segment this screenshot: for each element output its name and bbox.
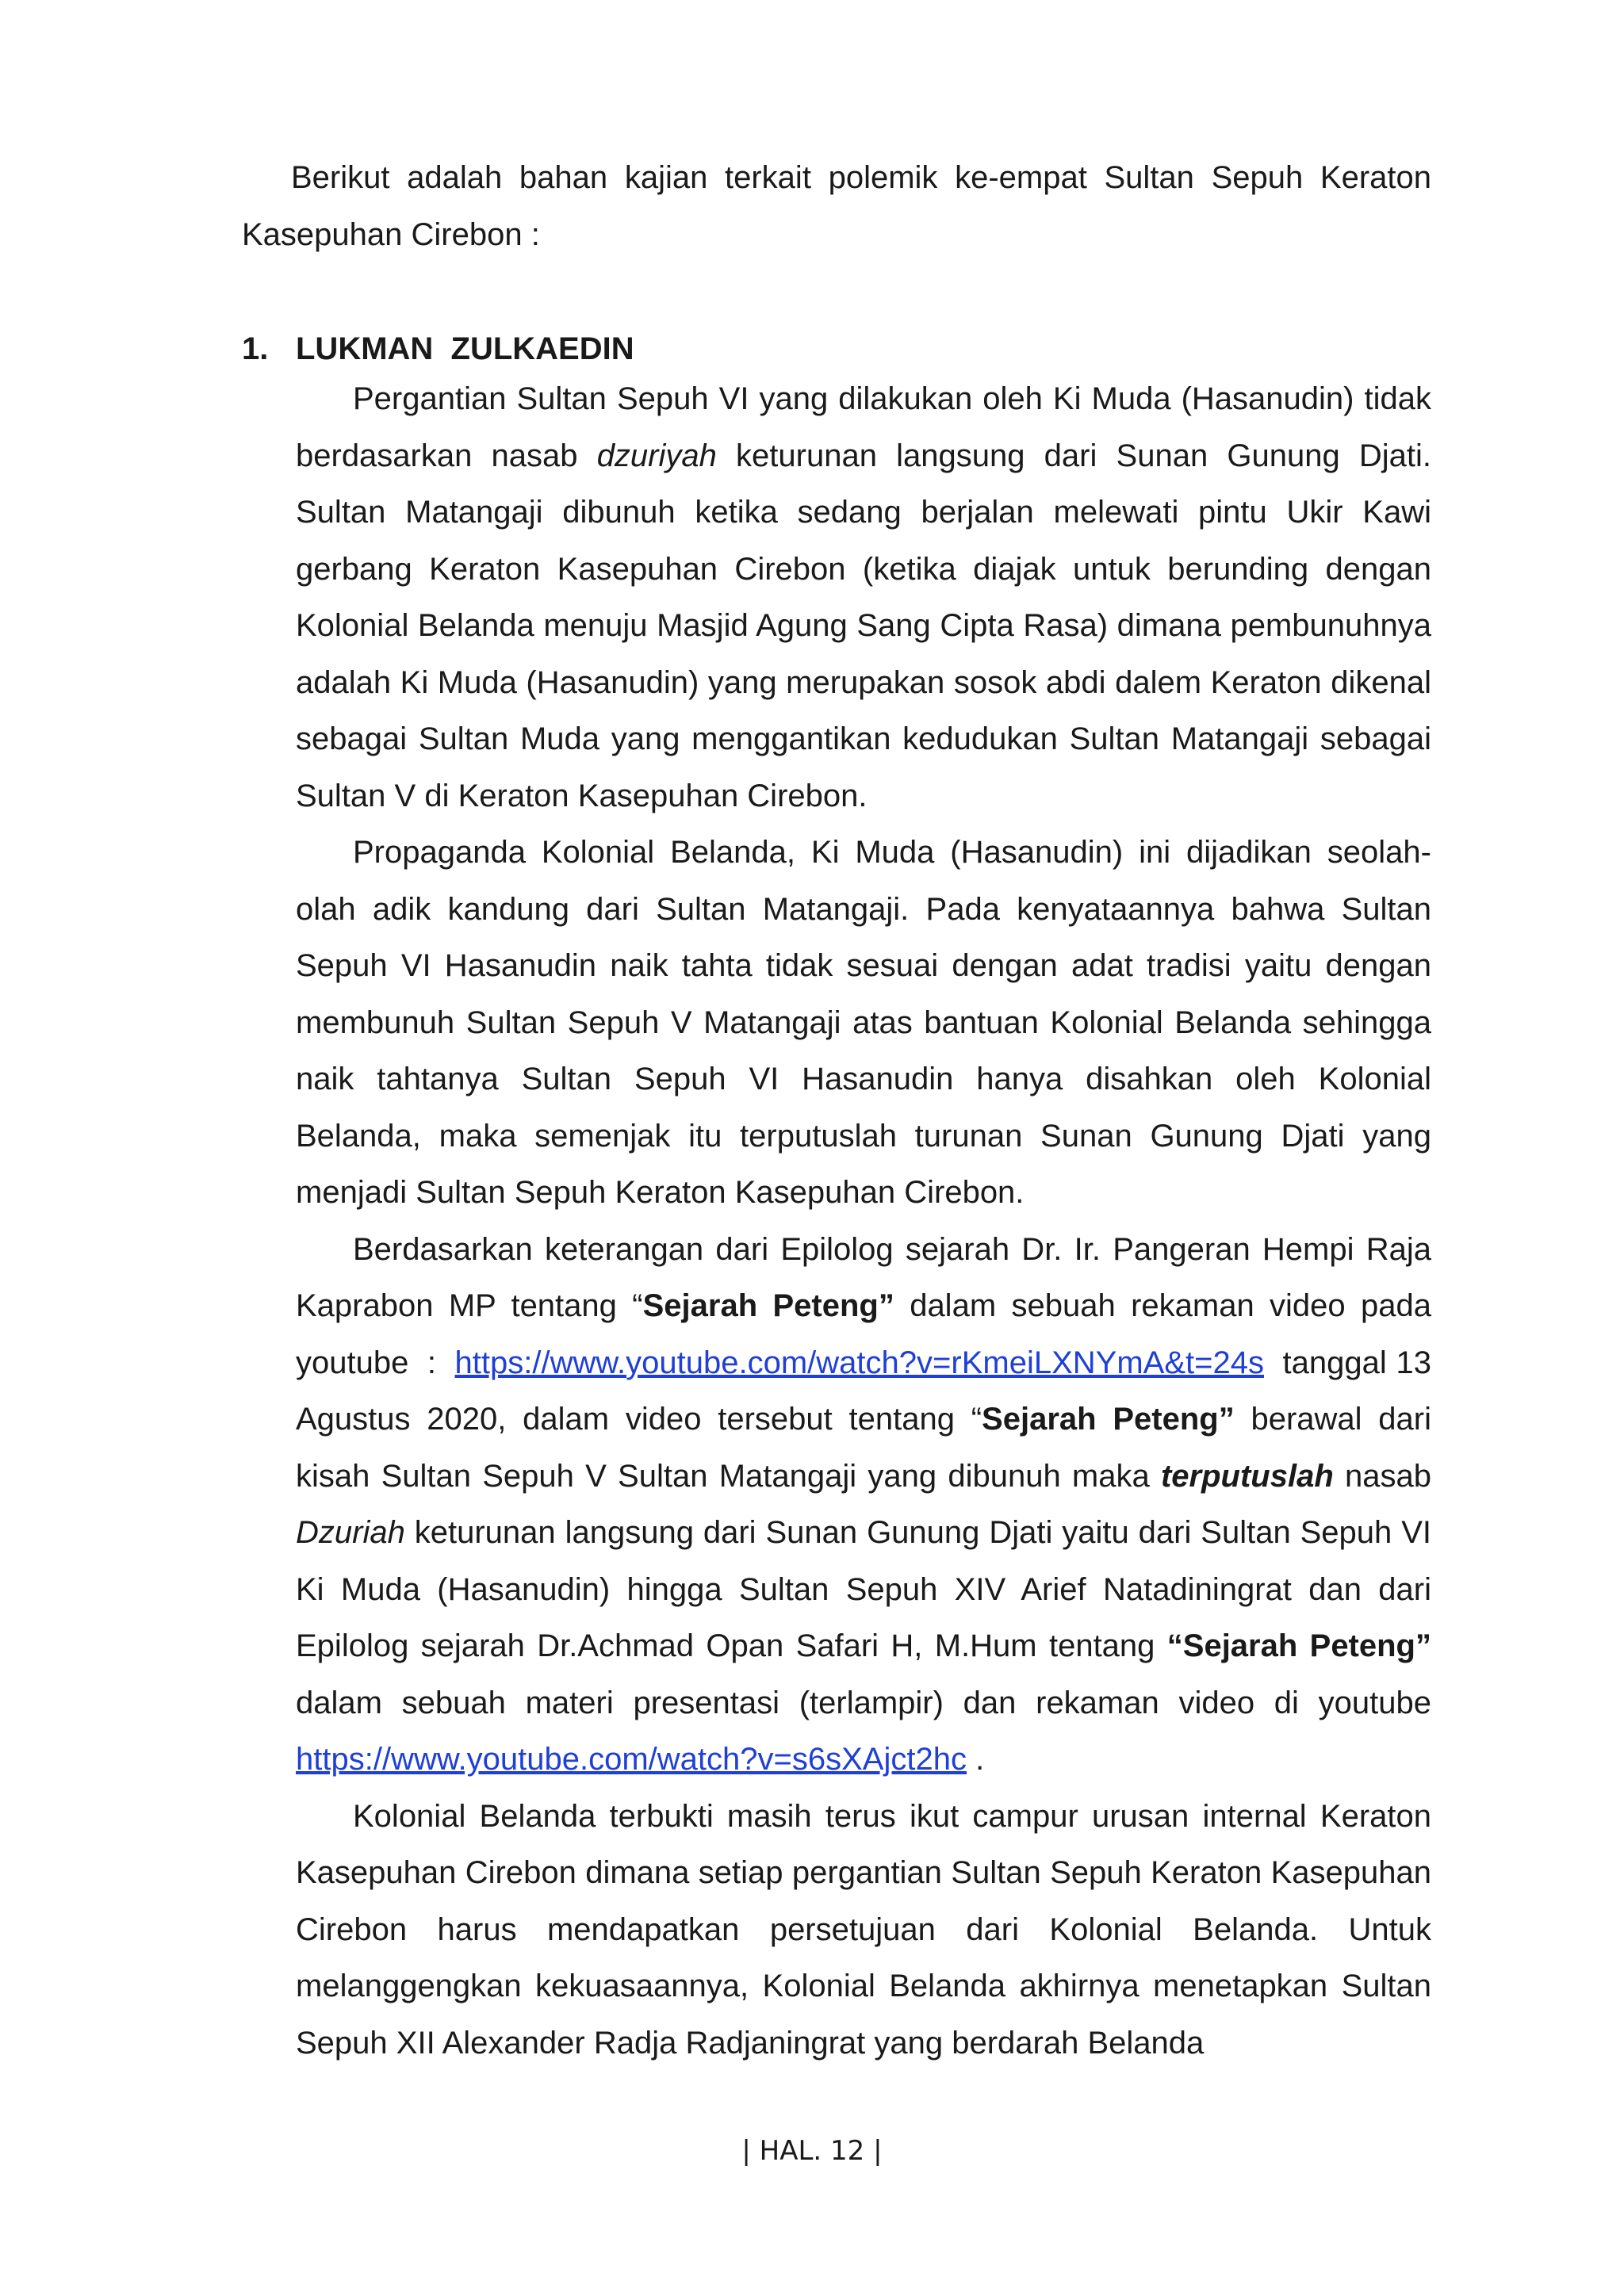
paragraph-3-bold-italic-term: terputuslah: [1160, 1458, 1334, 1494]
paragraph-3-text-d: tanggal 13 Agustus 2020, dalam video tersebut tentang “: [296, 1345, 1438, 1437]
youtube-link-2[interactable]: https://www.youtube.com/watch?v=s6sXAjct2hc: [296, 1742, 967, 1777]
paragraph-3-italic-term: Dzuriah: [296, 1515, 405, 1550]
paragraph-4: Kolonial Belanda terbukti masih terus ikut campur urusan internal Keraton Kasepuhan Cirebon dimana setiap pergantian Sultan Sepuh Keraton Kasepuhan Cirebon harus mendapatkan persetujuan dari Kolonial Belanda. Untuk melanggengkan kekuasaannya, Kolonial Belanda akhirnya menetapkan Sultan Sepuh XII Alexander Radja Radjaningrat yang berdarah Belanda: [296, 1798, 1431, 2061]
paragraph-2: Propaganda Kolonial Belanda, Ki Muda (Hasanudin) ini dijadikan seolah-olah adik kandung dari Sultan Matangaji. Pada kenyataannya bahwa Sultan Sepuh VI Hasanudin naik tahta tidak sesuai dengan adat tradisi yaitu dengan membunuh Sultan Sepuh V Matangaji atas bantuan Kolonial Belanda sehingga naik tahtanya Sultan Sepuh VI Hasanudin hanya disahkan oleh Kolonial Belanda, maka semenjak itu terputuslah turunan Sunan Gunung Djati yang menjadi Sultan Sepuh Keraton Kasepuhan Cirebon.: [296, 835, 1431, 1210]
section-body: [296, 371, 1441, 2072]
paragraph-3-text-l: dalam sebuah materi presentasi (terlampir) dan rekaman video di youtube: [296, 1628, 1441, 1720]
paragraph-1-text-a: Pergantian Sultan Sepuh VI yang dilakukan oleh Ki Muda (Hasanudin) tidak berdasarkan nasab: [296, 381, 1431, 473]
section-title: LUKMAN ZULKAEDIN: [296, 331, 634, 366]
intro-paragraph: Berikut adalah bahan kajian terkait polemik ke-empat Sultan Sepuh Keraton Kasepuhan Cirebon :: [242, 160, 1431, 252]
paragraph-3-text-j: keturunan langsung dari Sunan Gunung Djati yaitu dari Sultan Sepuh VI Ki Muda (Hasanudin) hingga Sultan Sepuh XIV Arief Natadiningrat dan dari Epilolog sejarah Dr.Achmad Opan Safari H, M.Hum tentang: [296, 1515, 1441, 1663]
paragraph-3-bold-title-3: “Sejarah Peteng”: [1166, 1628, 1431, 1663]
youtube-link-1[interactable]: https://www.youtube.com/watch?v=rKmeiLXNYmA&t=24s: [454, 1345, 1264, 1380]
paragraph-3-text-h: nasab: [1333, 1458, 1441, 1494]
section-heading: [242, 320, 634, 377]
paragraph-3-bold-title-2: Sejarah Peteng”: [982, 1402, 1235, 1437]
paragraph-1-text-c: keturunan langsung dari Sunan Gunung Djati. Sultan Matangaji dibunuh ketika sedang berjalan melewati pintu Ukir Kawi gerbang Keraton Kasepuhan Cirebon (ketika diajak untuk berunding dengan Kolonial Belanda menuju Masjid Agung Sang Cipta Rasa) dimana pembunuhnya adalah Ki Muda (Hasanudin) yang merupakan sosok abdi dalem Keraton dikenal sebagai Sultan Muda yang menggantikan kedudukan Sultan Matangaji sebagai Sultan V di Keraton Kasepuhan Cirebon.: [296, 438, 1431, 813]
paragraph-1: [296, 371, 1431, 825]
paragraph-3-text-c: dalam sebuah rekaman video pada youtube :: [296, 1288, 1441, 1380]
paragraph-3-text-m: .: [966, 1742, 985, 1777]
paragraph-1-italic-term: dzuriyah: [596, 438, 717, 473]
paragraph-3: [296, 1222, 1441, 1789]
paragraph-3-text-a: Berdasarkan keterangan dari Epilolog sejarah Dr. Ir. Pangeran Hempi Raja Kaprabon MP tentang “: [296, 1231, 1441, 1323]
paragraph-3-bold-title-1: Sejarah Peteng”: [642, 1288, 894, 1323]
section-number: 1.: [242, 331, 269, 366]
paragraph-3-text-f: berawal dari kisah Sultan Sepuh V Sultan Matangaji yang dibunuh maka: [296, 1402, 1441, 1494]
page-number-footer: | HAL. 12 |: [741, 2135, 883, 2167]
